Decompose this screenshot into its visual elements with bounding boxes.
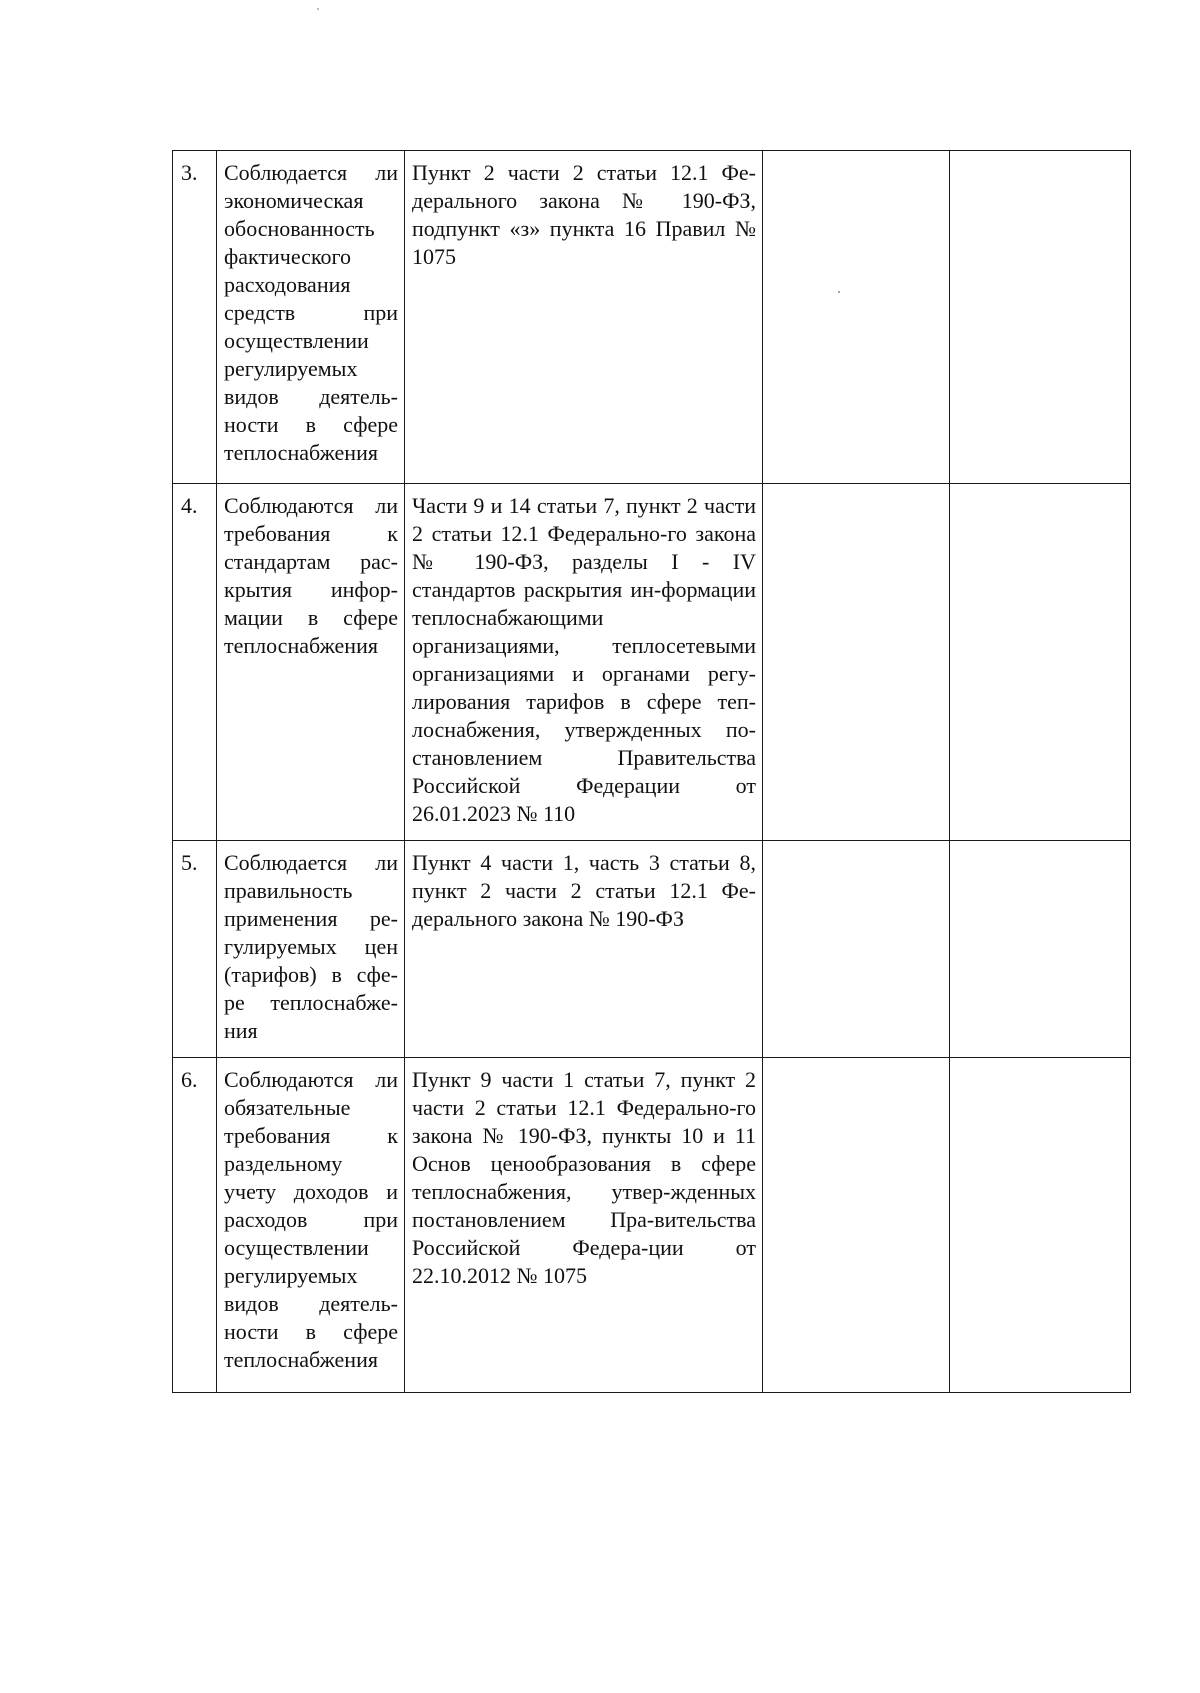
answer-cell bbox=[763, 1058, 950, 1393]
legal-basis-cell: Части 9 и 14 статьи 7, пункт 2 части 2 статьи 12.1 Федерально-го закона № 190-ФЗ, разделы I - IV стандартов раскрытия ин-формации теплоснабжающими организациями, теплосетевыми организациями и органами регу-лирования тарифов в сфере теп-лоснабжения, утвержденных по-становлением Правительства Российской Федерации от 26.01.2023 № 110 bbox=[405, 484, 763, 841]
table-row bbox=[173, 1058, 1131, 1393]
question-cell: Соблюдается ли правильность применения ре-гулируемых цен (тарифов) в сфе-ре теплоснабже-ния bbox=[217, 841, 405, 1058]
table-row bbox=[173, 151, 1131, 484]
scan-artifact bbox=[317, 8, 319, 10]
scan-artifact bbox=[838, 291, 840, 293]
question-cell: Соблюдается ли экономическая обоснованность фактического расходования средств при осуществлении регулируемых видов деятель-ности в сфере теплоснабжения bbox=[217, 151, 405, 484]
row-number: 3. bbox=[173, 151, 217, 484]
row-number: 5. bbox=[173, 841, 217, 1058]
note-cell bbox=[950, 484, 1131, 841]
legal-basis-cell: Пункт 2 части 2 статьи 12.1 Фе-дерального закона № 190-ФЗ, подпункт «з» пункта 16 Правил № 1075 bbox=[405, 151, 763, 484]
note-cell bbox=[950, 841, 1131, 1058]
answer-cell bbox=[763, 841, 950, 1058]
row-number: 4. bbox=[173, 484, 217, 841]
question-cell: Соблюдаются ли требования к стандартам рас-крытия инфор-мации в сфере теплоснабжения bbox=[217, 484, 405, 841]
answer-cell bbox=[763, 484, 950, 841]
table-row bbox=[173, 841, 1131, 1058]
checklist-table bbox=[172, 150, 1131, 1393]
note-cell bbox=[950, 151, 1131, 484]
question-cell: Соблюдаются ли обязательные требования к раздельному учету доходов и расходов при осуществлении регулируемых видов деятель-ности в сфере теплоснабжения bbox=[217, 1058, 405, 1393]
row-number: 6. bbox=[173, 1058, 217, 1393]
table-row bbox=[173, 484, 1131, 841]
note-cell bbox=[950, 1058, 1131, 1393]
answer-cell bbox=[763, 151, 950, 484]
legal-basis-cell: Пункт 9 части 1 статьи 7, пункт 2 части 2 статьи 12.1 Федерально-го закона № 190-ФЗ, пункты 10 и 11 Основ ценообразования в сфере теплоснабжения, утвер-жденных постановлением Пра-вительства Российской Федера-ции от 22.10.2012 № 1075 bbox=[405, 1058, 763, 1393]
legal-basis-cell: Пункт 4 части 1, часть 3 статьи 8, пункт 2 части 2 статьи 12.1 Фе-дерального закона № 190-ФЗ bbox=[405, 841, 763, 1058]
